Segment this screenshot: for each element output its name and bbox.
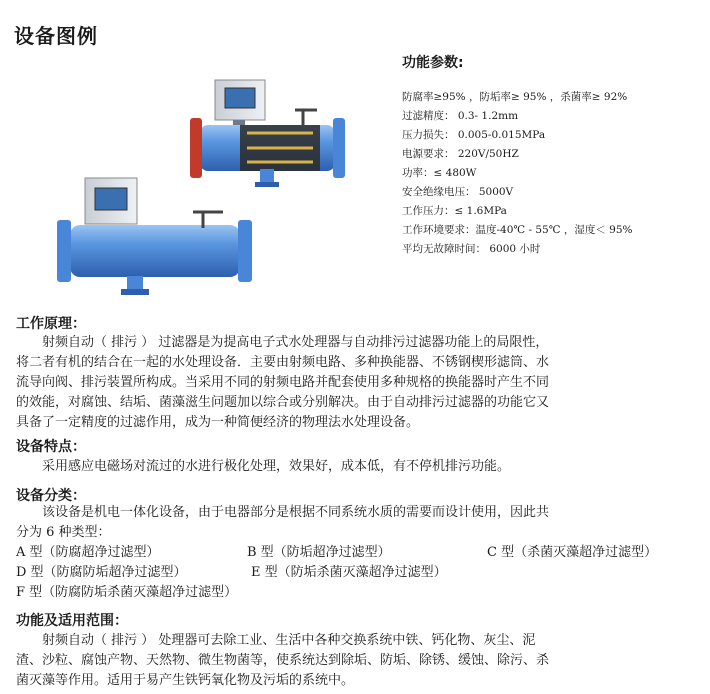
principle-paragraph [16,333,698,433]
type-item: A 型（防腐超净过滤型） [16,545,160,560]
text-line: 射频自动（ 排污 ） 处理器可去除工业、生活中各种交换系统中铁、钙化物、灰尘、泥 [16,633,536,648]
text-line: 采用感应电磁场对流过的水进行极化处理，效果好，成本低，有不停机排污功能。 [16,459,511,474]
param-line: 电源要求： 220V/50HZ [402,148,519,160]
param-line: 安全绝缘电压： 5000V [402,186,514,198]
type-item: C 型（杀菌灭藻超净过滤型） [487,545,658,560]
type-item: E 型（防垢杀菌灭藻超净过滤型） [251,565,447,580]
page-title: 设备图例 [14,24,98,48]
param-line: 平均无故障时间： 6000 小时 [402,243,541,255]
text-line: 该设备是机电一体化设备，由于电器部分是根据不同系统水质的需要而设计使用，因此共 [16,505,550,520]
features-paragraph [16,457,698,477]
param-line: 压力损失： 0.005-0.015MPa [402,129,546,141]
param-line: 过滤精度： 0.3- 1.2mm [402,110,519,122]
text-line: 流导向阀、排污装置所构成。当采用不同的射频电路并配套使用多种规格的换能器时产生不同 [16,375,550,390]
param-line: 防腐率≥95% ，防垢率≥ 95% ，杀菌率≥ 92% [402,91,628,103]
type-item: B 型（防垢超净过滤型） [247,545,391,560]
classification-paragraph [16,503,698,543]
device-types [16,543,657,603]
params-heading: 功能参数: [402,55,464,71]
type-item: D 型（防腐防垢超净过滤型） [16,565,187,580]
text-line: 的效能，对腐蚀、结垢、菌藻滋生问题加以综合或分别解决。由于自动排污过滤器的功能它又 [16,395,550,410]
type-item: F 型（防腐防垢杀菌灭藻超净过滤型） [16,585,238,600]
text-line: 渣、沙粒、腐蚀产物、天然物、微生物菌等，使系统达到除垢、防垢、除锈、缓蚀、除污、杀 [16,653,550,668]
principle-heading: 工作原理： [16,316,86,332]
param-line: 工作环境要求：温度-40℃ - 55℃ ，湿度＜ 95% [402,224,633,236]
scope-paragraph [16,631,698,691]
param-line: 工作压力：≤ 1.6MPa [402,205,507,217]
function-parameters [402,52,702,259]
text-line: 具备了一定精度的过滤作用，成为一种简便经济的物理法水处理设备。 [16,415,420,430]
text-line: 分为 6 种类型： [16,525,111,540]
equipment-illustration [55,70,365,300]
param-line: 功率：≤ 480W [402,167,477,179]
scope-heading: 功能及适用范围： [16,613,128,629]
features-heading: 设备特点： [16,439,86,455]
lower-filter-unit [57,178,252,295]
text-line: 将二者有机的结合在一起的水处理设备．主要由射频电路、多种换能器、不锈钢楔形滤筒、水 [16,355,550,370]
classification-heading: 设备分类： [16,488,86,504]
upper-filter-unit [190,80,345,187]
text-line: 射频自动（ 排污 ） 过滤器是为提高电子式水处理器与自动排污过滤器功能上的局限性， [16,335,549,350]
text-line: 菌灭藻等作用。适用于易产生铁钙氧化物及污垢的系统中。 [16,673,355,688]
